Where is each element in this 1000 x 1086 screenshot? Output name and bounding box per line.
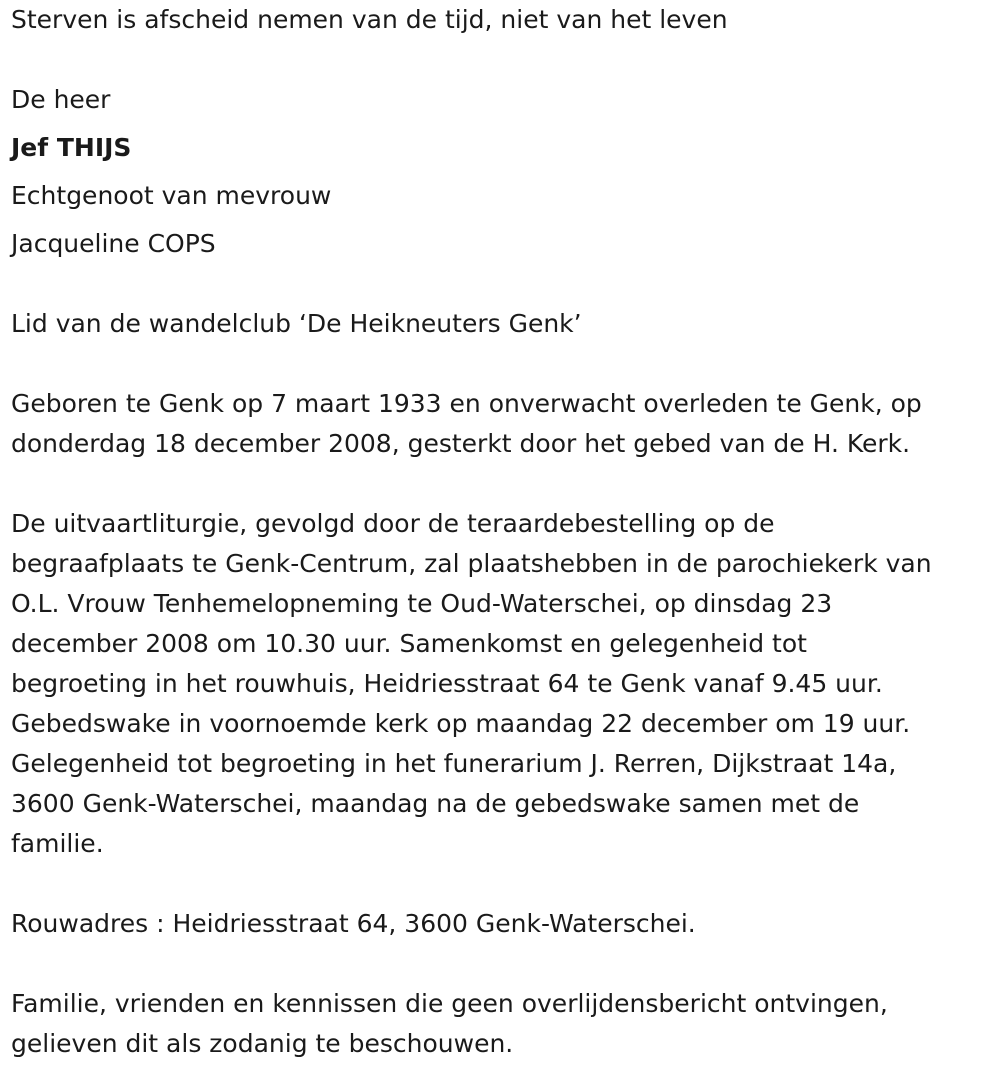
closing-paragraph bbox=[11, 984, 991, 1064]
salutation: De heer bbox=[11, 85, 111, 114]
spacer bbox=[11, 464, 991, 504]
paragraph-line: Geboren te Genk op 7 maart 1933 en onverwacht overleden te Genk, op bbox=[11, 389, 922, 418]
motto: Sterven is afscheid nemen van de tijd, niet van het leven bbox=[11, 5, 728, 34]
spacer bbox=[11, 344, 991, 384]
funeral-paragraph bbox=[11, 504, 991, 864]
paragraph-line: Gebedswake in voornoemde kerk op maandag 22 december om 19 uur. bbox=[11, 709, 911, 738]
death-notice bbox=[11, 0, 991, 1064]
deceased-name: Jef THIJS bbox=[11, 133, 132, 162]
paragraph-line: begroeting in het rouwhuis, Heidriesstraat 64 te Genk vanaf 9.45 uur. bbox=[11, 669, 883, 698]
paragraph-line: O.L. Vrouw Tenhemelopneming te Oud-Waterschei, op dinsdag 23 bbox=[11, 589, 833, 618]
membership: Lid van de wandelclub ‘De Heikneuters Genk’ bbox=[11, 309, 582, 338]
paragraph-line: 3600 Genk-Waterschei, maandag na de gebedswake samen met de bbox=[11, 789, 860, 818]
spouse-intro: Echtgenoot van mevrouw bbox=[11, 181, 332, 210]
spacer bbox=[11, 264, 991, 304]
mourning-address: Rouwadres : Heidriesstraat 64, 3600 Genk-Waterschei. bbox=[11, 909, 696, 938]
paragraph-line: december 2008 om 10.30 uur. Samenkomst en gelegenheid tot bbox=[11, 629, 807, 658]
paragraph-line: familie. bbox=[11, 829, 104, 858]
paragraph-line: donderdag 18 december 2008, gesterkt door het gebed van de H. Kerk. bbox=[11, 429, 911, 458]
spacer bbox=[11, 944, 991, 984]
birth-death-paragraph bbox=[11, 384, 991, 464]
paragraph-line: De uitvaartliturgie, gevolgd door de teraardebestelling op de bbox=[11, 509, 775, 538]
spouse-name: Jacqueline COPS bbox=[11, 229, 216, 258]
paragraph-line: begraafplaats te Genk-Centrum, zal plaatshebben in de parochiekerk van bbox=[11, 549, 932, 578]
paragraph-line: gelieven dit als zodanig te beschouwen. bbox=[11, 1029, 514, 1058]
paragraph-line: Familie, vrienden en kennissen die geen overlijdensbericht ontvingen, bbox=[11, 989, 888, 1018]
paragraph-line: Gelegenheid tot begroeting in het funerarium J. Rerren, Dijkstraat 14a, bbox=[11, 749, 897, 778]
spacer bbox=[11, 40, 991, 80]
spacer bbox=[11, 864, 991, 904]
